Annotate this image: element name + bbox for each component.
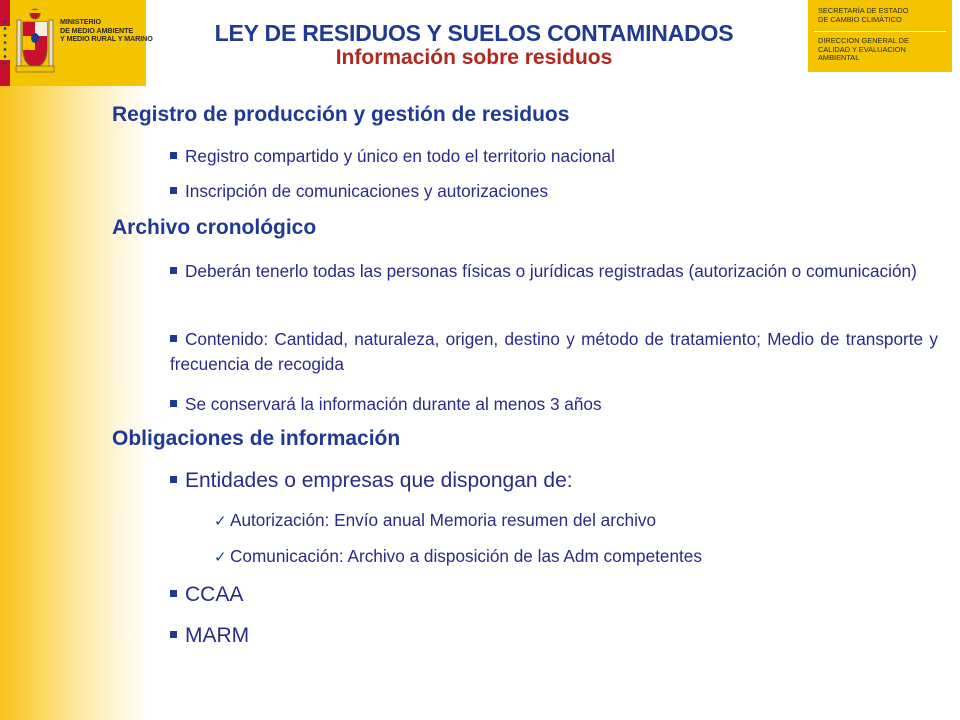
check-item	[214, 544, 938, 570]
check-item-text: Comunicación: Archivo a disposición de las Adm competentes	[230, 546, 702, 566]
list-item	[170, 623, 938, 649]
checkmark-icon: ✓	[214, 513, 227, 530]
direccion-line-3: AMBIENTAL	[818, 53, 860, 63]
ministry-line-2: DE MEDIO AMBIENTE	[60, 25, 134, 35]
ministry-line-3: Y MEDIO RURAL Y MARINO	[60, 34, 153, 44]
page-subtitle: Información sobre residuos	[335, 46, 613, 69]
page-title: LEY DE RESIDUOS Y SUELOS CONTAMINADOS	[214, 20, 734, 46]
checkmark-icon: ✓	[214, 549, 227, 566]
section-heading-archivo: Archivo cronológico	[112, 216, 317, 239]
secretaria-line-2: DE CAMBIO CLIMÁTICO	[818, 15, 902, 24]
secretaria-line-1: SECRETARÍA DE ESTADO	[818, 6, 909, 15]
list-item-text: MARM	[185, 624, 250, 647]
list-item-text: Contenido: Cantidad, naturaleza, origen, destino y método de tratamiento; Medio de transporte y frecuencia de recogida	[170, 329, 938, 374]
list-item	[170, 179, 938, 204]
square-bullet-icon	[170, 267, 177, 274]
section-heading-registro: Registro de producción y gestión de residuos	[112, 103, 570, 126]
square-bullet-icon	[170, 400, 177, 407]
list-item-text: Se conservará la información durante al menos 3 años	[185, 394, 602, 414]
check-item	[214, 508, 938, 534]
list-item-text: Deberán tenerlo todas las personas físicas o jurídicas registradas (autorización o comunicación)	[185, 261, 917, 281]
list-item	[170, 468, 938, 494]
list-item-text: Entidades o empresas que dispongan de:	[185, 469, 573, 492]
direccion-line-2: CALIDAD Y EVALUACION	[818, 44, 906, 54]
square-bullet-icon	[170, 590, 177, 597]
direccion-line-1: DIRECCION GENERAL DE	[818, 36, 909, 45]
list-item	[170, 327, 938, 377]
list-item-text: Inscripción de comunicaciones y autorizaciones	[185, 181, 549, 201]
square-bullet-icon	[170, 152, 177, 159]
section-heading-obligaciones: Obligaciones de información	[112, 427, 401, 450]
list-item-text: Registro compartido y único en todo el territorio nacional	[185, 146, 615, 166]
list-item	[170, 392, 938, 417]
square-bullet-icon	[170, 335, 177, 342]
square-bullet-icon	[170, 476, 177, 483]
list-item-text: CCAA	[185, 583, 244, 606]
ministry-line-1: MINISTERIO	[60, 17, 101, 26]
square-bullet-icon	[170, 631, 177, 638]
check-item-text: Autorización: Envío anual Memoria resumen del archivo	[230, 510, 657, 530]
list-item	[170, 582, 938, 608]
list-item	[170, 144, 938, 169]
square-bullet-icon	[170, 187, 177, 194]
list-item	[170, 259, 938, 284]
